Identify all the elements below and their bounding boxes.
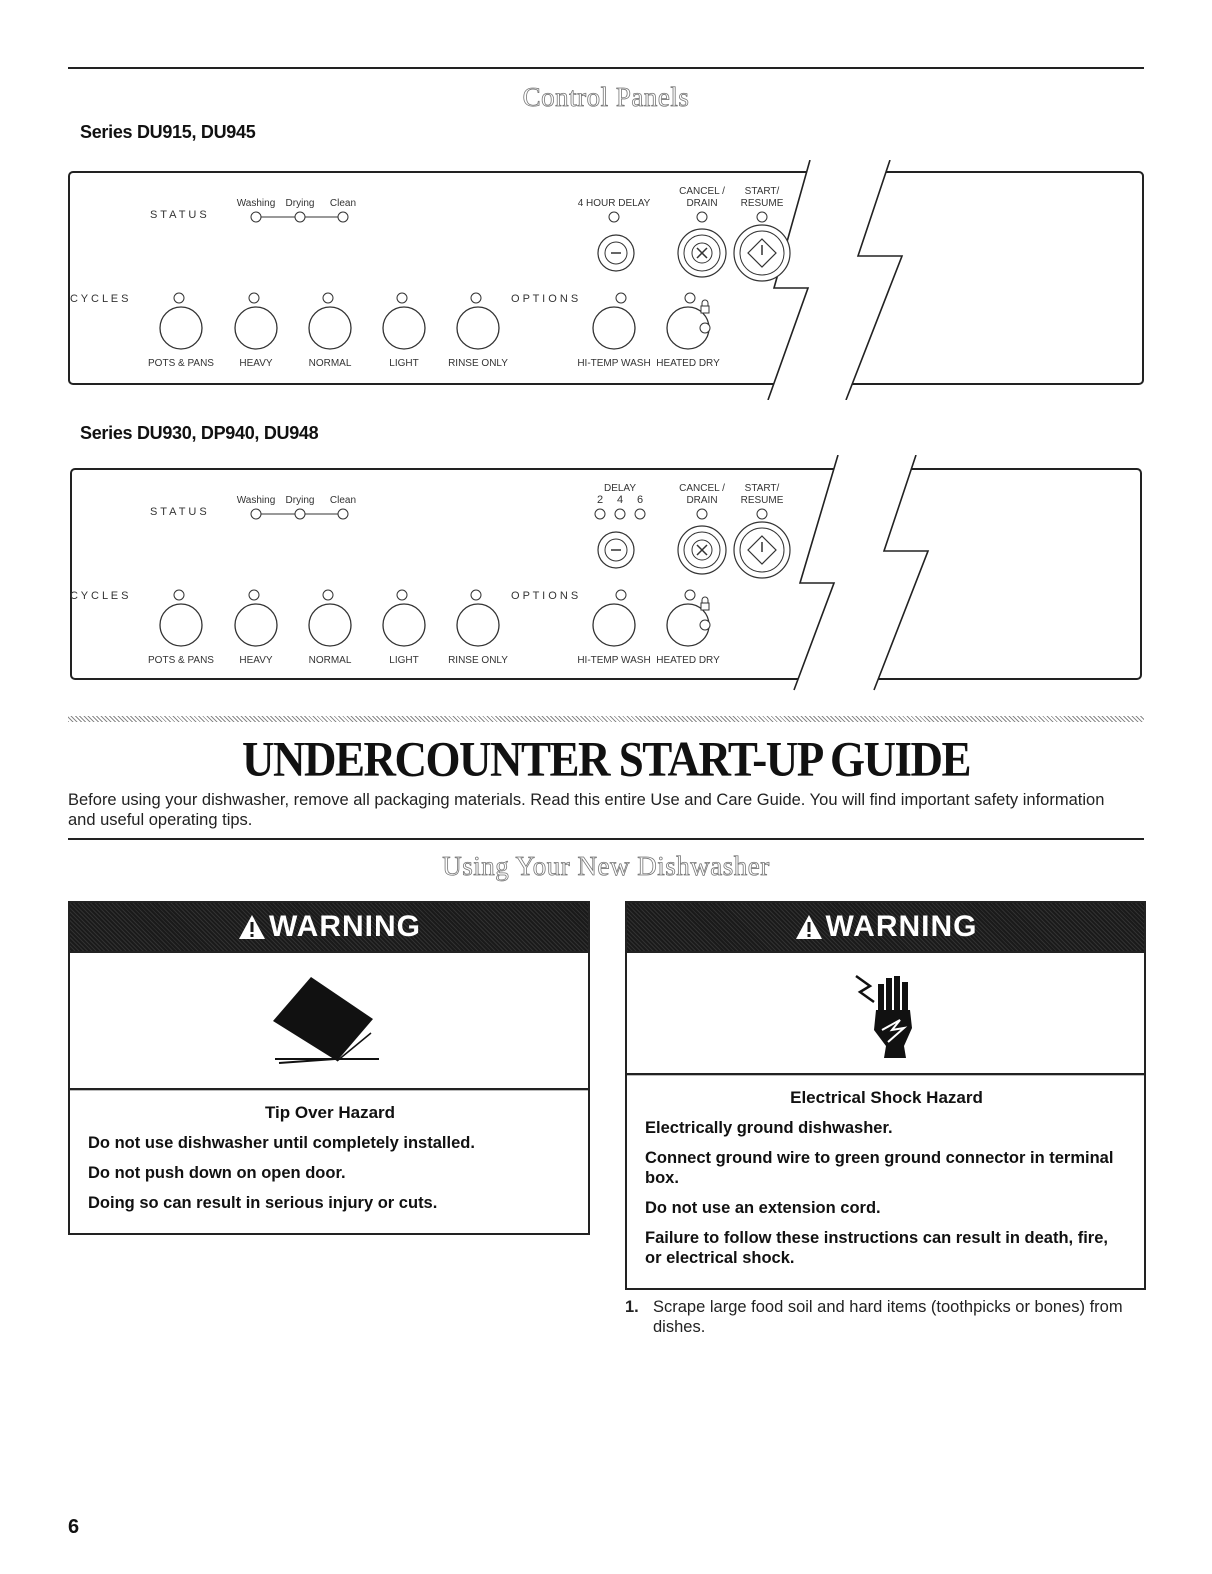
warning-line: Do not push down on open door. <box>88 1164 346 1182</box>
indicator-light <box>471 590 481 600</box>
cycle-label: NORMAL <box>308 358 352 369</box>
delay-label: DELAY <box>603 483 637 494</box>
cycle-button <box>309 604 351 646</box>
warning-line: Electrically ground dishwasher. <box>645 1119 893 1137</box>
step-1 <box>625 1297 1145 1337</box>
indicator-light <box>697 509 707 519</box>
start-label: START/ <box>744 186 780 197</box>
hazard-title: Electrical Shock Hazard <box>790 1088 983 1107</box>
warning-line: Failure to follow these instructions can result in death, fire, or electrical shock. <box>645 1229 1108 1267</box>
indicator-light <box>757 509 767 519</box>
cycle-label: POTS & PANS <box>148 358 214 369</box>
warning-text <box>70 1090 588 1233</box>
indicator-light <box>249 293 259 303</box>
warning-line: Doing so can result in serious injury or cuts. <box>88 1194 438 1212</box>
status-light-label: Washing <box>236 198 276 209</box>
section-rule <box>68 838 1144 840</box>
tip-over-icon <box>70 953 588 1090</box>
series-title-1: Series DU915, DU945 <box>80 122 256 142</box>
delay-option-label: 2 <box>596 494 604 506</box>
warning-line: Connect ground wire to green ground connector in terminal box. <box>645 1149 1114 1187</box>
cycle-button <box>383 307 425 349</box>
status-label: S T A T U S <box>150 209 207 221</box>
warning-header <box>627 903 1144 953</box>
indicator-light <box>397 293 407 303</box>
indicator-light <box>697 212 707 222</box>
alert-triangle-icon <box>794 913 824 941</box>
cancel-label: CANCEL / <box>679 483 725 494</box>
cycle-button <box>457 307 499 349</box>
hatched-divider <box>68 716 1144 722</box>
step-text: Scrape large food soil and hard items (toothpicks or bones) from dishes. <box>653 1298 1123 1336</box>
indicator-light <box>757 212 767 222</box>
alert-triangle-icon <box>237 913 267 941</box>
indicator-light <box>595 509 605 519</box>
warning-label: WARNING <box>825 910 978 943</box>
using-heading: Using Your New Dishwasher <box>442 851 770 881</box>
cycle-button <box>235 307 277 349</box>
cycle-button <box>160 307 202 349</box>
options-label: O P T I O N S <box>511 293 579 305</box>
indicator-light <box>616 590 626 600</box>
indicator-light <box>323 293 333 303</box>
cycles-label: C Y C L E S <box>70 293 129 305</box>
drain-label: DRAIN <box>686 198 718 209</box>
control-panels-heading: Control Panels <box>522 82 690 112</box>
cycle-label: RINSE ONLY <box>448 655 508 666</box>
cycle-button <box>160 604 202 646</box>
indicator-light <box>635 509 645 519</box>
indicator-light <box>295 212 305 222</box>
cycle-label: HEAVY <box>239 358 273 369</box>
indicator-light <box>615 509 625 519</box>
hazard-title: Tip Over Hazard <box>264 1103 396 1122</box>
indicator-light <box>249 590 259 600</box>
lock-icon <box>701 603 709 610</box>
control-panel-1 <box>68 160 1146 400</box>
indicator-light <box>251 509 261 519</box>
startup-intro: Before using your dishwasher, remove all packaging materials. Read this entire Use and Care Guide. You will find important safety information and useful operating tips. <box>68 791 1105 829</box>
delay-option-label: 4 <box>616 494 624 506</box>
option-button <box>593 604 635 646</box>
option-label: HEATED DRY <box>656 358 720 369</box>
startup-guide-title: UNDERCOUNTER START-UP GUIDE <box>241 731 971 787</box>
indicator-light <box>685 590 695 600</box>
cycle-label: RINSE ONLY <box>448 358 508 369</box>
resume-label: RESUME <box>740 495 784 506</box>
warning-line: Do not use an extension cord. <box>645 1199 881 1217</box>
drain-label: DRAIN <box>686 495 718 506</box>
cancel-label: CANCEL / <box>679 186 725 197</box>
status-light-label: Clean <box>329 198 357 209</box>
warning-header <box>70 903 588 953</box>
indicator-light <box>323 590 333 600</box>
cycle-button <box>235 604 277 646</box>
status-light-label: Clean <box>329 495 357 506</box>
top-rule <box>68 67 1144 69</box>
cycle-button <box>309 307 351 349</box>
cycle-label: NORMAL <box>308 655 352 666</box>
cycles-label: C Y C L E S <box>70 590 129 602</box>
start-label: START/ <box>744 483 780 494</box>
indicator-light <box>174 590 184 600</box>
indicator-light <box>397 590 407 600</box>
status-light-label: Drying <box>285 198 315 209</box>
warning-electrical-shock <box>625 901 1146 1290</box>
indicator-light <box>295 509 305 519</box>
resume-label: RESUME <box>740 198 784 209</box>
indicator-light <box>700 323 710 333</box>
indicator-light <box>174 293 184 303</box>
options-label: O P T I O N S <box>511 590 579 602</box>
status-light-label: Washing <box>236 495 276 506</box>
indicator-light <box>609 212 619 222</box>
series-title-2: Series DU930, DP940, DU948 <box>80 423 319 443</box>
cycle-label: LIGHT <box>389 655 419 666</box>
warning-line: Do not use dishwasher until completely installed. <box>88 1134 475 1152</box>
cycle-label: HEAVY <box>239 655 273 666</box>
step-number: 1. <box>625 1298 639 1316</box>
electric-shock-icon <box>627 953 1144 1075</box>
control-panel-2 <box>68 455 1146 695</box>
status-light-label: Drying <box>285 495 315 506</box>
indicator-light <box>338 509 348 519</box>
warning-tip-over <box>68 901 590 1235</box>
lock-icon <box>701 306 709 313</box>
option-label: HEATED DRY <box>656 655 720 666</box>
cycle-button <box>383 604 425 646</box>
option-label: HI-TEMP WASH <box>577 358 651 369</box>
page-number: 6 <box>68 1516 80 1538</box>
option-button <box>593 307 635 349</box>
warning-text <box>627 1075 1144 1288</box>
indicator-light <box>251 212 261 222</box>
cycle-label: LIGHT <box>389 358 419 369</box>
indicator-light <box>471 293 481 303</box>
delay-option-label: 6 <box>636 494 644 506</box>
status-label: S T A T U S <box>150 506 207 518</box>
indicator-light <box>616 293 626 303</box>
indicator-light <box>700 620 710 630</box>
warning-label: WARNING <box>269 910 421 943</box>
cycle-label: POTS & PANS <box>148 655 214 666</box>
option-label: HI-TEMP WASH <box>577 655 651 666</box>
delay-label: 4 HOUR DELAY <box>577 198 651 209</box>
indicator-light <box>685 293 695 303</box>
cycle-button <box>457 604 499 646</box>
indicator-light <box>338 212 348 222</box>
